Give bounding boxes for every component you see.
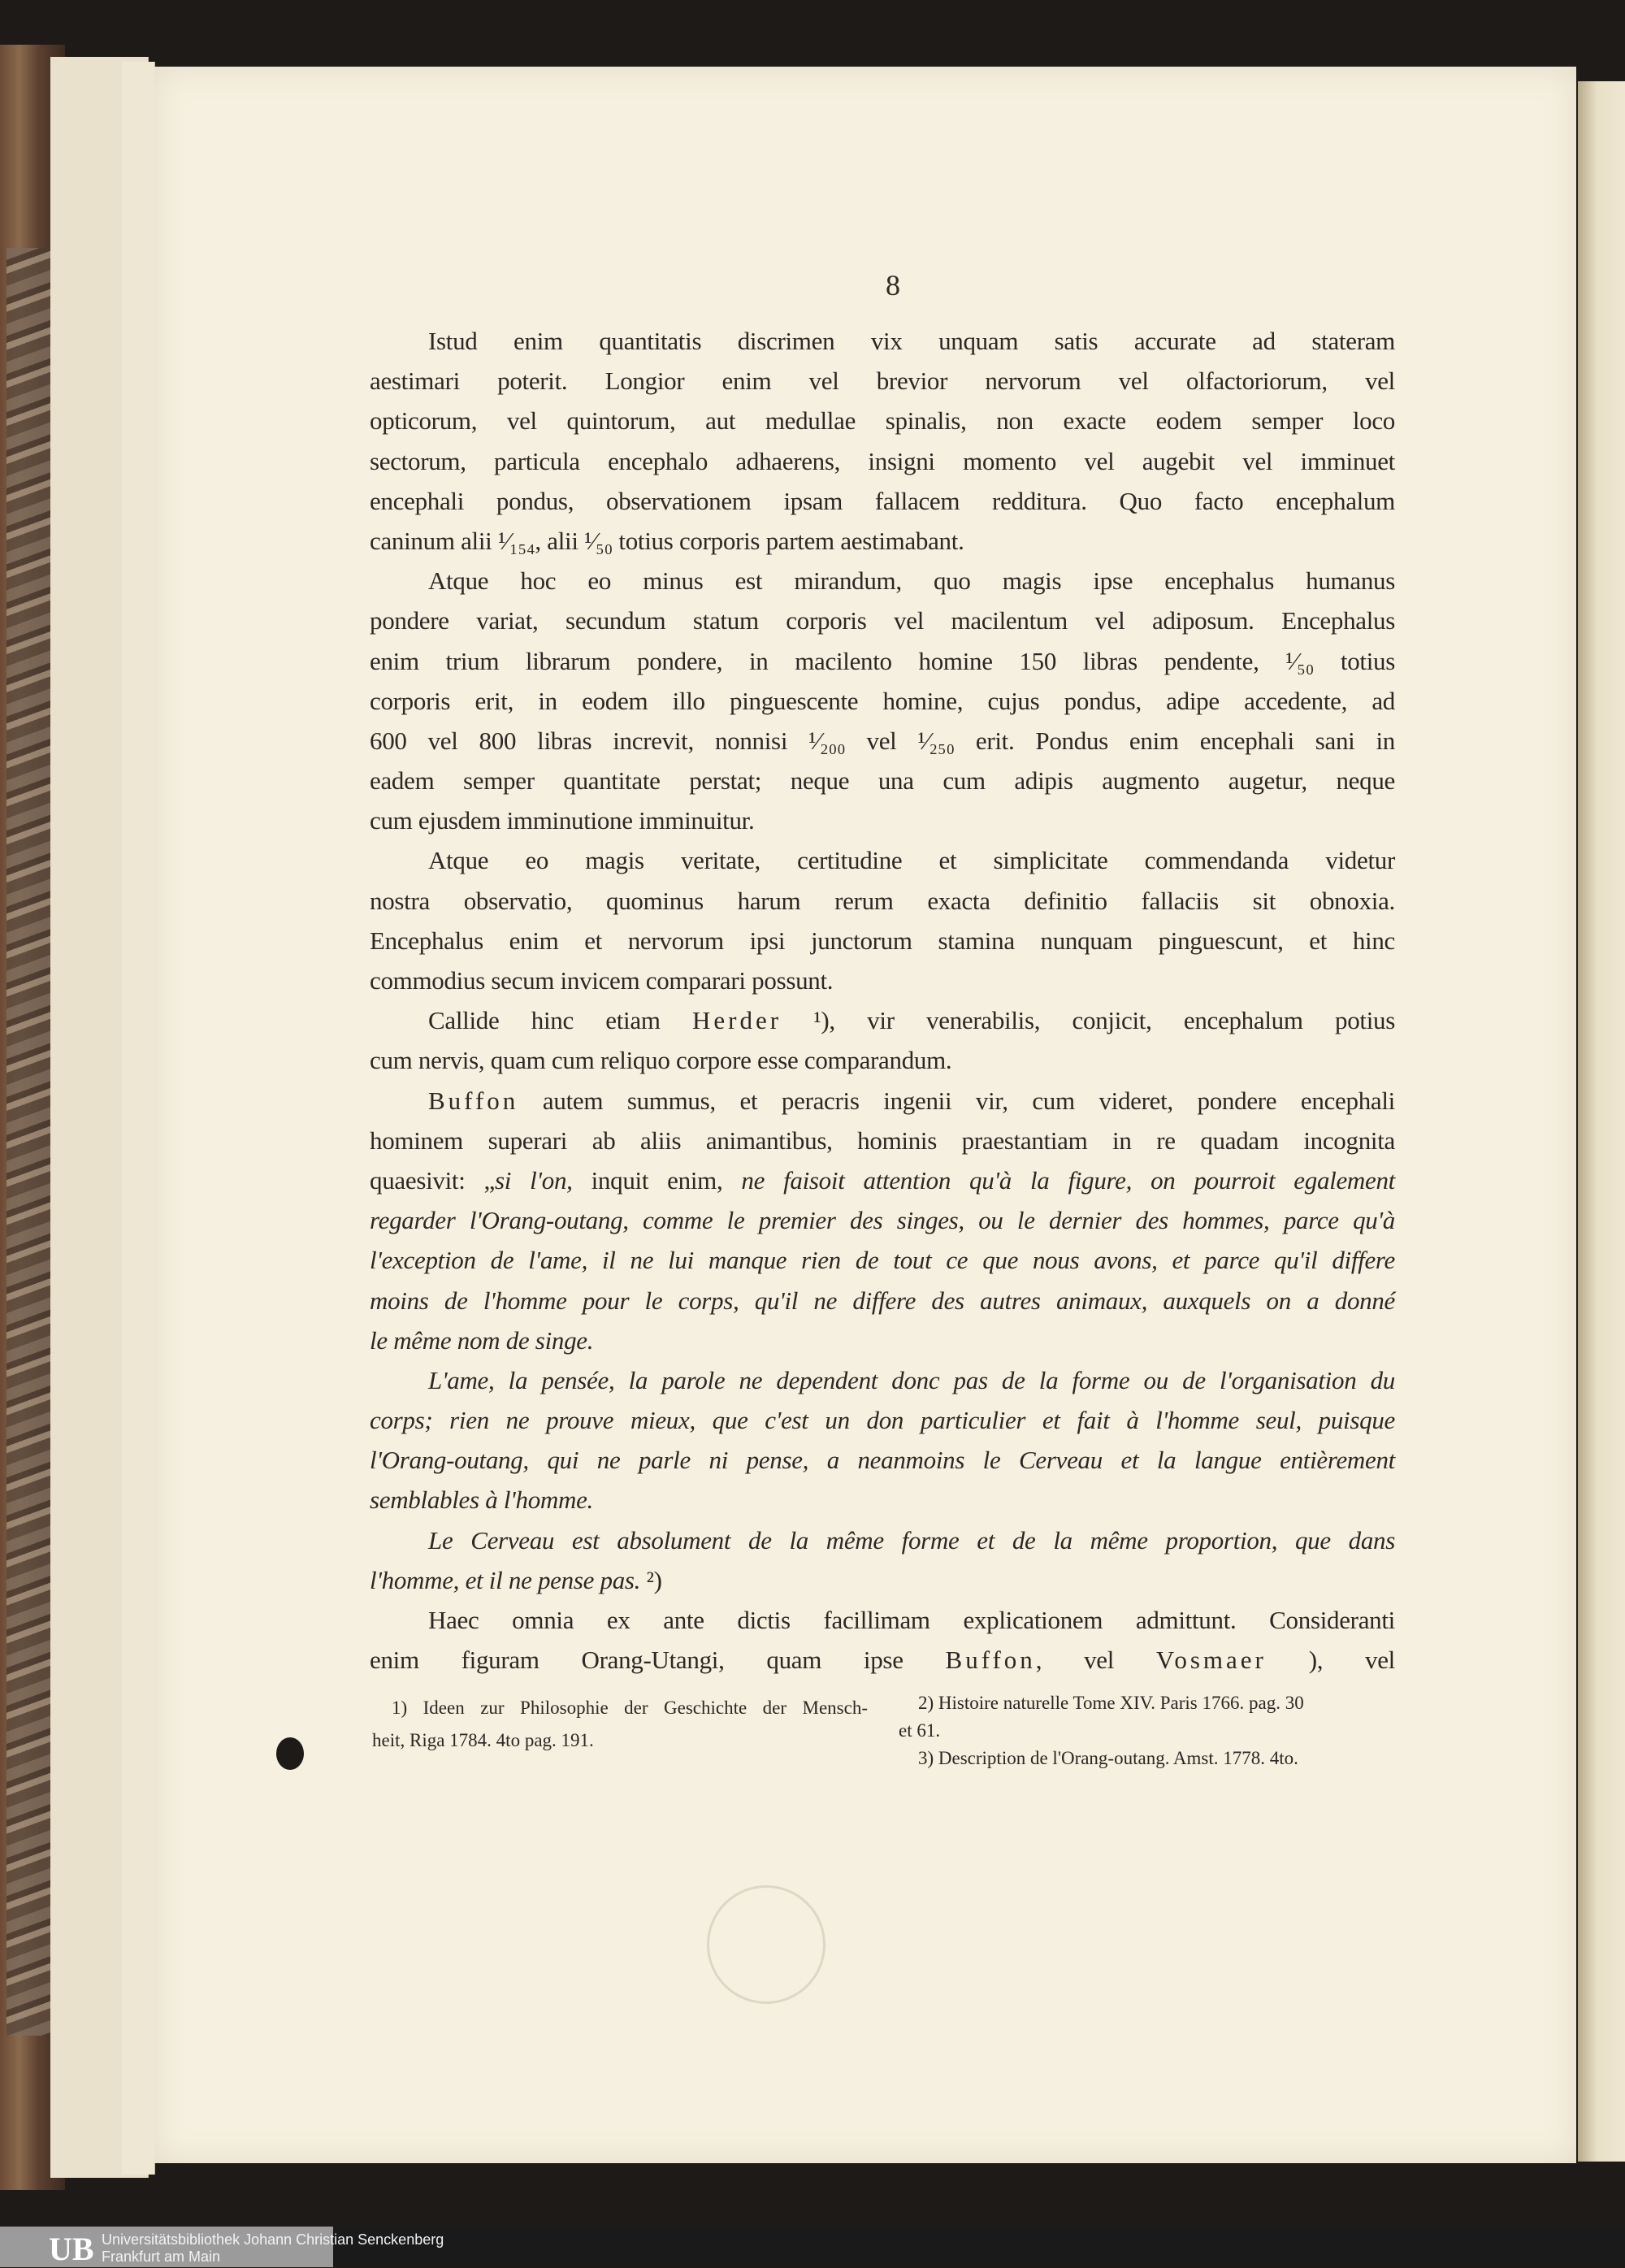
- text-segment: enim figuram Orang-Utangi, quam ipse: [370, 1646, 946, 1675]
- text-line: [370, 401, 1395, 440]
- text-line: [370, 1440, 1395, 1480]
- text-line: [370, 800, 1395, 840]
- text-line: [370, 1360, 1395, 1400]
- page-number: 8: [886, 269, 900, 301]
- text-line: [370, 881, 1395, 921]
- text-line: [370, 1160, 1395, 1200]
- italic-quote-text: ne faisoit attention qu'à la figure, on pourroit egalement: [741, 1165, 1395, 1195]
- italic-quote-text: Le Cerveau est absolument de la même forme et de la même proportion, que dans: [428, 1525, 1395, 1555]
- text-line: [370, 1240, 1395, 1280]
- text-segment: autem summus, et peracris ingenii vir, cum videret, pondere encephali: [518, 1086, 1395, 1115]
- footnote-2-line-1: 2) Histoire naturelle Tome XIV. Paris 1766. pag. 30: [918, 1693, 1304, 1713]
- text-segment: encephali pondus, observationem ipsam fallacem redditura. Quo facto encephalum: [370, 486, 1395, 515]
- text-line: [370, 1400, 1395, 1440]
- text-segment: Encephalus enim et nervorum ipsi junctorum stamina nunquam pinguescunt, et hinc: [370, 926, 1395, 955]
- footnote-1-line-2: heit, Riga 1784. 4to pag. 191.: [372, 1730, 594, 1750]
- text-line: [370, 721, 1395, 761]
- italic-quote-text: l'homme, et il ne pense pas.: [370, 1565, 641, 1594]
- facing-page: [1578, 81, 1625, 2162]
- italic-quote-text: l'exception de l'ame, il ne lui manque rien de tout ce que nous avons, et parce qu'il differe: [370, 1246, 1395, 1275]
- text-line: [370, 601, 1395, 640]
- text-segment: , vel: [1035, 1646, 1156, 1675]
- text-segment: sectorum, particula encephalo adhaerens, insigni momento vel augebit vel imminuet: [370, 446, 1395, 475]
- text-segment: caninum alii ¹⁄₁₅₄, alii ¹⁄₅₀ totius corporis partem aestimabant.: [370, 526, 964, 555]
- text-line: [370, 521, 1395, 561]
- text-segment: ¹), vir venerabilis, conjicit, encephalum potius: [782, 1006, 1395, 1035]
- text-line: [370, 321, 1395, 361]
- text-segment: Buffon: [945, 1646, 1036, 1675]
- italic-quote-text: L'ame, la pensée, la parole ne dependent donc pas de la forme ou de l'organisation du: [428, 1365, 1395, 1394]
- text-line: [370, 761, 1395, 800]
- italic-quote-text: corps; rien ne prouve mieux, que c'est un don particulier et fait à l'homme seul, puisque: [370, 1406, 1395, 1435]
- text-segment: Buffon: [428, 1086, 519, 1115]
- text-segment: cum ejusdem imminutione imminuitur.: [370, 806, 755, 835]
- footnote-1-line-1: 1) Ideen zur Philosophie der Geschichte der Mensch-: [392, 1698, 868, 1718]
- page-stack: [122, 62, 155, 2175]
- text-segment: corporis erit, in eodem illo pinguescente homine, cujus pondus, adipe accedente, ad: [370, 686, 1395, 715]
- footnote-3: 3) Description de l'Orang-outang. Amst. 1778. 4to.: [918, 1748, 1298, 1768]
- text-line: [370, 1081, 1395, 1121]
- text-line: [370, 441, 1395, 481]
- text-segment: Haec omnia ex ante dictis facillimam explicationem admittunt. Consideranti: [428, 1606, 1395, 1634]
- text-segment: inquit enim,: [572, 1165, 742, 1195]
- text-line: [370, 1640, 1395, 1680]
- italic-quote-text: si l'on,: [495, 1165, 573, 1195]
- text-line: [370, 1200, 1395, 1240]
- body-text: [370, 321, 1395, 1680]
- library-name-line-1: Universitätsbibliothek Johann Christian Senckenberg: [102, 2231, 444, 2248]
- library-location: Frankfurt am Main: [102, 2248, 221, 2265]
- text-segment: Atque hoc eo minus est mirandum, quo magis ipse encephalus humanus: [428, 566, 1395, 596]
- italic-quote-text: regarder l'Orang-outang, comme le premier des singes, ou le dernier des hommes, parce qu'à: [370, 1206, 1395, 1235]
- text-segment: pondere variat, secundum statum corporis vel macilentum vel adiposum. Encephalus: [370, 606, 1395, 635]
- text-line: [370, 1320, 1395, 1360]
- text-segment: cum nervis, quam cum reliquo corpore esse comparandum.: [370, 1046, 952, 1075]
- text-segment: commodius secum invicem comparari possunt.: [370, 966, 834, 995]
- italic-quote-text: l'Orang-outang, qui ne parle ni pense, a neanmoins le Cerveau et la langue entièrement: [370, 1446, 1395, 1475]
- text-line: [370, 681, 1395, 721]
- text-line: [370, 481, 1395, 521]
- library-stamp: [707, 1885, 826, 2004]
- text-line: [370, 361, 1395, 401]
- library-name: [102, 2231, 444, 2266]
- text-segment: 600 vel 800 libras increvit, nonnisi ¹⁄₂₀₀ vel ¹⁄₂₅₀ erit. Pondus enim encephali sani in: [370, 726, 1395, 755]
- text-segment: Atque eo magis veritate, certitudine et simplicitate commendanda videtur: [428, 846, 1395, 875]
- text-line: [370, 1040, 1395, 1080]
- text-segment: Istud enim quantitatis discrimen vix unquam satis accurate ad stateram: [428, 327, 1395, 355]
- text-line: [370, 961, 1395, 1000]
- marbled-cover: [6, 248, 55, 2036]
- text-line: [370, 1560, 1395, 1600]
- text-line: [370, 840, 1395, 880]
- footnote-2-line-2: et 61.: [899, 1720, 941, 1741]
- text-line: [370, 641, 1395, 681]
- text-segment: enim trium librarum pondere, in macilento homine 150 libras pendente, ¹⁄₅₀ totius: [370, 646, 1395, 675]
- text-line: [370, 1480, 1395, 1520]
- text-line: [370, 1600, 1395, 1640]
- text-segment: eadem semper quantitate perstat; neque una cum adipis augmento augetur, neque: [370, 766, 1395, 796]
- text-segment: opticorum, vel quintorum, aut medullae spinalis, non exacte eodem semper loco: [370, 406, 1395, 436]
- text-segment: Vosmaer: [1155, 1646, 1267, 1675]
- text-segment: hominem superari ab aliis animantibus, hominis praestantiam in re quadam incognita: [370, 1125, 1395, 1155]
- text-line: [370, 1000, 1395, 1040]
- text-line: [370, 1520, 1395, 1560]
- text-segment: ), vel: [1266, 1646, 1395, 1675]
- italic-quote-text: semblables à l'homme.: [370, 1485, 593, 1515]
- text-segment: Callide hinc etiam: [428, 1006, 692, 1035]
- italic-quote-text: le même nom de singe.: [370, 1325, 594, 1355]
- text-line: [370, 561, 1395, 601]
- text-segment: aestimari poterit. Longior enim vel brevior nervorum vel olfactoriorum, vel: [370, 366, 1395, 396]
- text-line: [370, 1281, 1395, 1320]
- text-segment: ²): [640, 1565, 662, 1594]
- text-segment: nostra observatio, quominus harum rerum exacta definitio fallaciis sit obnoxia.: [370, 886, 1395, 915]
- text-line: [370, 1121, 1395, 1160]
- text-segment: Herder: [691, 1006, 782, 1035]
- text-segment: quaesivit: „: [370, 1165, 496, 1195]
- ink-blot: [276, 1737, 304, 1770]
- italic-quote-text: moins de l'homme pour le corps, qu'il ne differe des autres animaux, auxquels on a donné: [370, 1286, 1395, 1315]
- text-line: [370, 921, 1395, 961]
- ub-logo: UB: [49, 2231, 94, 2267]
